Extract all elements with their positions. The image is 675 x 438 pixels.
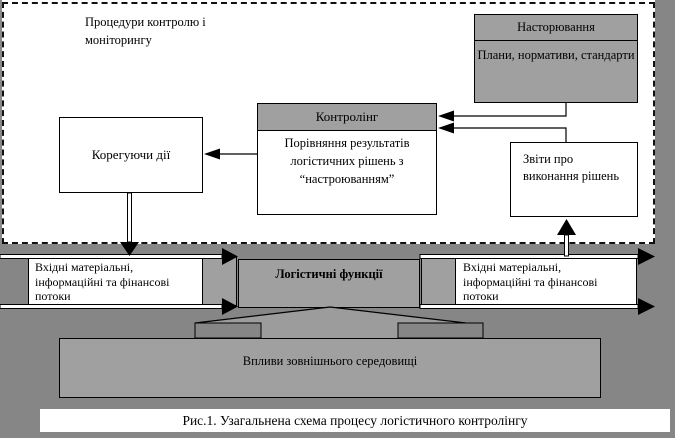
left-flow-box: [28, 256, 237, 306]
left-flow-label: Вхідні матеріальні, інформаційні та фінансові потоки: [35, 260, 170, 303]
logistics-functions-box: [238, 259, 420, 308]
right-flow-box: [421, 256, 637, 306]
corrective-actions-box: [59, 117, 203, 193]
corrective-actions-label: Корегуючи дії: [91, 147, 171, 162]
controlling-box-body: Порівняння результатів логістичних рішень з “настроюванням”: [284, 136, 410, 186]
caption-text: Рис.1. Узагальнена схема процесу логістичного контролінгу: [182, 413, 528, 428]
right-flow-label: Вхідні матеріальні, інформаційні та фінансові потоки: [463, 260, 598, 303]
tuning-box-body: Плани, нормативи, стандарти: [477, 48, 635, 62]
environment-box: [59, 338, 601, 398]
right-flow-gray-segment: [422, 257, 456, 305]
logistics-functions-label: Логістичні функції: [275, 267, 383, 281]
environment-label: Впливи зовнішнього середовищі: [242, 354, 418, 368]
left-flow-gray-segment: [202, 257, 236, 305]
tuning-box: [474, 14, 638, 103]
reports-label: Звіти про виконання рішень: [523, 152, 620, 183]
controlling-box: [257, 103, 437, 215]
reports-box: [510, 142, 638, 217]
procedures-label: Процедури контролю і моніторингу: [85, 15, 206, 47]
controlling-box-header: Контролінг: [258, 104, 436, 131]
tuning-box-header: Насторювання: [475, 15, 637, 41]
figure-caption: [40, 409, 670, 432]
